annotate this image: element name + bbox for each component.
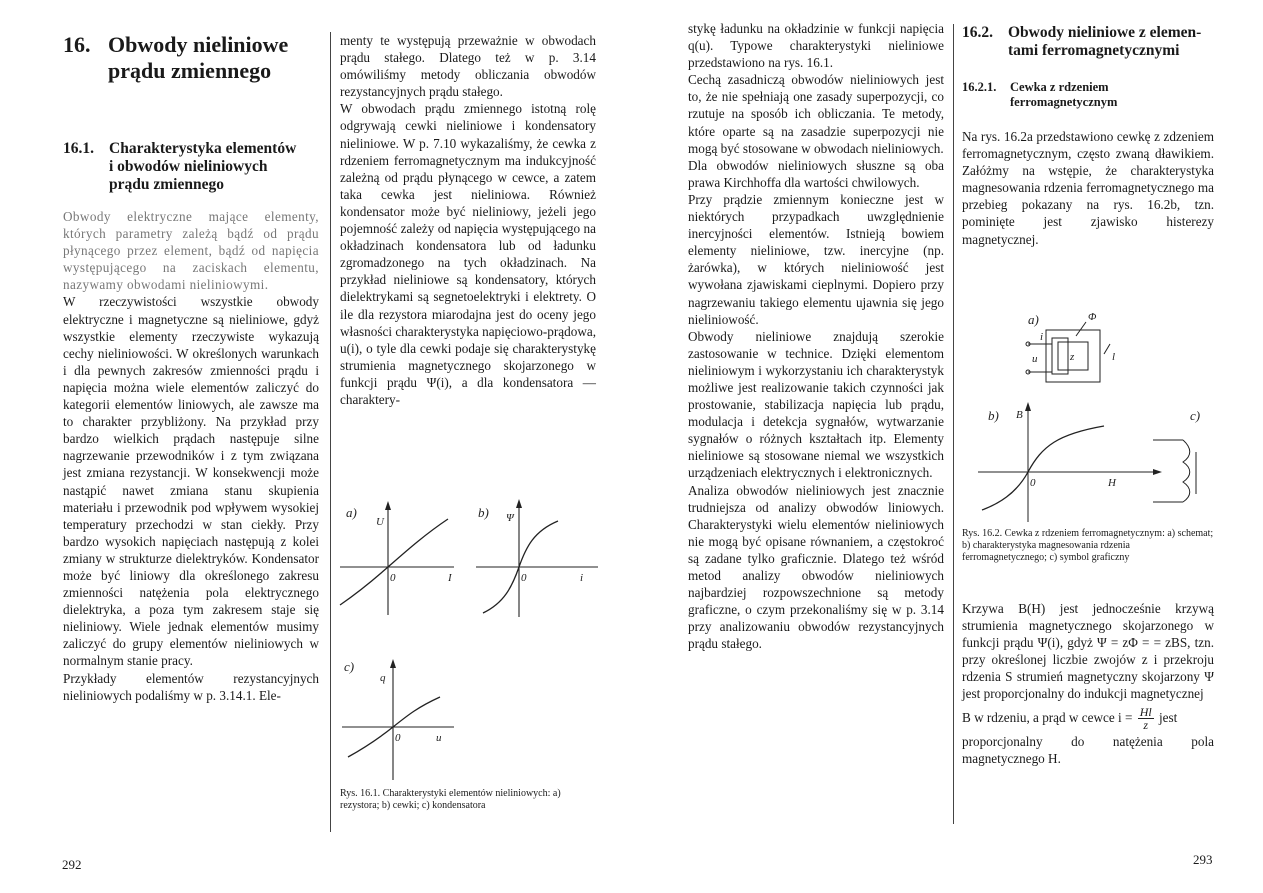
- label-a: a): [1028, 312, 1039, 327]
- section-title-line3: prądu zmiennego: [109, 176, 224, 193]
- right-column-1: [688, 20, 944, 652]
- chapter-number: 16.: [63, 32, 91, 57]
- section-number: 16.1.: [63, 140, 94, 157]
- fraction-denominator: z: [1143, 718, 1149, 733]
- paragraph: W obwodach prądu zmiennego istotną rolę odgrywają cewki nieliniowe i kondensatory nieliniowe. W p. 7.10 wykazaliśmy, że cewka z rdzeniem ferromagnetycznym ma indukcyjność zależną od prądu płynącego w cewce, a zatem taka cewka jest nieliniowa. Również kondensator może być nieliniowy, jeżeli jego pojemność zależy od napięcia występującego na okładzinach kondensatora lub od ładunku zgromadzonego na tych okładzinach. Na przykład nieliniowe są kondensatory, których dielektrykami są segnetoelektryki i elektrety. O ile dla rezystora miarodajna jest do oceny jego własności charakterystyka napięciowo-prądowa, u(i), o tyle dla cewki podaje się charakterystykę strumienia magnetycznego skojarzonego w funkcji prądu Ψ(i), a dla kondensatora — charaktery-: [340, 101, 596, 407]
- label-psi: Ψ: [506, 512, 514, 524]
- label-q: q: [380, 672, 386, 684]
- section-title-line1: Obwody nieliniowe z elemen-: [1008, 24, 1202, 41]
- curve-a: [340, 519, 448, 605]
- chapter-title-line2: prądu zmiennego: [108, 58, 272, 83]
- left-column-2: [340, 32, 596, 408]
- paragraph: Obwody nieliniowe znajdują szerokie zastosowanie w technice. Dzięki elementom nieliniowym i wykorzystaniu ich charakterystyk możliwe jest realizowanie takich czynności jak prostowanie, stabilizacja napięcia lub prądu, modulacja i detekcja sygnałów, wytwarzanie sygnałów o różnych kształtach itp. Elementy nieliniowe są stosowane niemal we wszystkich urządzeniach elektrycznych i elektronicznych.: [688, 328, 944, 481]
- label-b: b): [478, 505, 489, 520]
- label-u: u: [1032, 353, 1038, 365]
- label-H: H: [1108, 477, 1116, 489]
- arrow-up: [390, 659, 396, 668]
- label-origin: 0: [521, 572, 527, 584]
- coil: [1052, 338, 1068, 374]
- section-16-2-heading: [962, 24, 1214, 60]
- arrow-up: [1025, 402, 1031, 411]
- label-u: u: [436, 732, 442, 744]
- label-a: a): [346, 505, 357, 520]
- label-origin: 0: [390, 572, 396, 584]
- label-c: c): [1190, 408, 1201, 423]
- paragraph: Dla obwodów nieliniowych słuszne są oba prawa Kirchhoffa dla wartości chwilowych.: [688, 157, 944, 190]
- subsection-title-line2: ferromagnetycznym: [1010, 95, 1118, 109]
- right-column-2: [962, 24, 1214, 248]
- paragraph: Krzywa B(H) jest jednocześnie krzywą strumienia magnetycznego skojarzonego w funkcji prądu Ψ(i), gdyż Ψ = zΦ = = zBS, tzn. przy określonej liczbie zwojów z i przekroju rdzenia S strumień magnetyczny skojarzony Ψ jest proporcjonalny do indukcji magnetycznej: [962, 601, 1214, 702]
- arrow-right: [1153, 469, 1162, 475]
- label-z: z: [1070, 351, 1075, 363]
- paragraph: proporcjonalny do natężenia pola magnetycznego H.: [962, 733, 1214, 766]
- length-pointer: [1104, 344, 1110, 354]
- subsection-title-line1: Cewka z rdzeniem: [1010, 80, 1109, 94]
- arrow-up: [385, 501, 391, 510]
- label-B: B: [1016, 409, 1023, 421]
- label-b: b): [988, 408, 999, 423]
- paragraph: Analiza obwodów nieliniowych jest znacznie trudniejsza od analizy obwodów liniowych. Charakterystyki wielu elementów nieliniowych nie mogą być opisane równaniem, a częstokroć są zadane tylko graficznie. Dlatego też wśród metod analizy obwodów nieliniowych najbardziej rozpowszechnione są metody graficzne, o czym przekonaliśmy się w p. 3.14 przy analizowaniu obwodów rezystancyjnych prądu stałego.: [688, 482, 944, 652]
- fraction: [1138, 706, 1154, 731]
- column-divider: [330, 32, 331, 832]
- formula-lead: B w rdzeniu, a prąd w cewce i =: [962, 709, 1133, 725]
- section-title-line2: tami ferromagnetycznymi: [1008, 42, 1180, 59]
- figure-16-1-caption: Rys. 16.1. Charakterystyki elementów nieliniowych: a) rezystora; b) cewki; c) kondensatora: [340, 788, 561, 811]
- section-number: 16.2.: [962, 24, 993, 41]
- paragraph: W rzeczywistości wszystkie obwody elektryczne i magnetyczne są nieliniowe, gdyż wszystkie elementy rzeczywiste wykazują cechy nieliniowości. W określonych warunkach i dla pewnych zakresów zmienności prądu i napięcia można wiele elementów zaliczyć do kategorii elementów liniowych, ale zawsze ma to charakter przybliżony. Na przykład przy bardzo wielkich prądach następuje silne nagrzewanie przewodników i z tym związana jest zmiana rezystancji. W konsekwencji może nastąpić nawet zmiana stanu skupienia materiału i przewodnik pod wpływem wysokiej temperatury przechodzi w stan ciekły. Przy bardzo wysokich napięciach następują z kolei zmiany w strukturze dielektryków. Kondensator może być liniowy dla określonego zakresu zmienności natężenia pola elektrycznego dielektryka, a poza tym zakresem staje się nieliniowy. Wiele jednak elementów musimy zaliczyć do grupy elementów nieliniowych w normalnym stanie pracy.: [63, 294, 319, 669]
- formula-line: [962, 703, 1214, 733]
- paragraph: stykę ładunku na okładzinie w funkcji napięcia q(u). Typowe charakterystyki nieliniowe przedstawiono na rys. 16.1.: [688, 21, 944, 71]
- paragraph: Przykłady elementów rezystancyjnych nieliniowych podaliśmy w p. 3.14.1. Ele-: [63, 670, 319, 703]
- magnetization-curve: [982, 426, 1104, 510]
- label-i: i: [1040, 331, 1044, 343]
- page-number-left: 292: [62, 857, 82, 872]
- section-title-line2: i obwodów nieliniowych: [109, 158, 268, 175]
- page-number-right: 293: [1193, 852, 1213, 867]
- label-i: i: [580, 572, 584, 584]
- paragraph: menty te występują przeważnie w obwodach prądu stałego. Dlatego też w p. 3.14 omówiliśmy metody obliczania obwodów rezystancyjnych prądu stałego.: [340, 33, 596, 100]
- label-U: U: [376, 516, 384, 528]
- figure-16-2: [958, 300, 1220, 525]
- section-16-1-heading: [63, 140, 319, 194]
- label-phi: Φ: [1088, 311, 1097, 323]
- arrow-up: [516, 499, 522, 508]
- coil-symbol: [1183, 440, 1190, 502]
- paragraph: Na rys. 16.2a przedstawiono cewkę z zdzeniem ferromagnetycznym, często zwaną dławikiem. Załóżmy na wstępie, że charakterystyka magnesowania rdzenia ferromagnetycznego ma przebieg pokazany na rys. 16.2b, tzn. pominięte jest zjawisko histerezy magnetycznej.: [962, 129, 1214, 247]
- paragraph: Przy prądzie zmiennym konieczne jest w niektórych przypadkach uwzględnienie inercyjności elementów. Istnieją bowiem elementy nieliniowe, tzw. inercyjne (np. żarówka), w których nieliniowość jest wywołana zjawiskami cieplnymi. Dopiero przy nagrzewaniu takiego elementu ujawnia się jego nieliniowość.: [688, 191, 944, 327]
- label-origin: 0: [395, 732, 401, 744]
- right-column-2-continued: [962, 600, 1214, 767]
- figure-16-1: [336, 495, 606, 785]
- left-column-1: [63, 140, 319, 704]
- label-I: I: [448, 572, 452, 584]
- fraction-numerator: Hl: [1139, 705, 1152, 720]
- label-origin: 0: [1030, 477, 1036, 489]
- label-c: c): [344, 659, 355, 674]
- section-title-line1: Charakterystyka elementów: [109, 140, 297, 157]
- label-l: l: [1112, 351, 1116, 363]
- flux-pointer: [1076, 322, 1086, 336]
- formula-tail: jest: [1158, 709, 1178, 725]
- chapter-title-line1: Obwody nieliniowe: [108, 32, 289, 57]
- figure-16-2-caption: Rys. 16.2. Cewka z rdzeniem ferromagnetycznym: a) schemat; b) charakterystyka magnesowania rdzenia ferromagnetycznego; c) symbol graficzny: [962, 528, 1214, 563]
- column-divider: [953, 24, 954, 824]
- subsection-number: 16.2.1.: [962, 80, 997, 94]
- subsection-16-2-1-heading: [962, 80, 1214, 110]
- paragraph: Cechą zasadniczą obwodów nieliniowych jest to, że nie spełniają one zasady superpozycji, co rzutuje na sposób ich obliczania. Te metody, które oparte są na zasadzie superpozycji nie mogą być stosowane w obwodach nieliniowych.: [688, 72, 944, 156]
- intro-paragraph: Obwody elektryczne mające elementy, których parametry zależą bądź od prądu płynącego przez element, bądź od napięcia występującego na zaciskach elementu, nazywamy obwodami nieliniowymi.: [63, 209, 319, 293]
- chapter-title: [63, 32, 288, 84]
